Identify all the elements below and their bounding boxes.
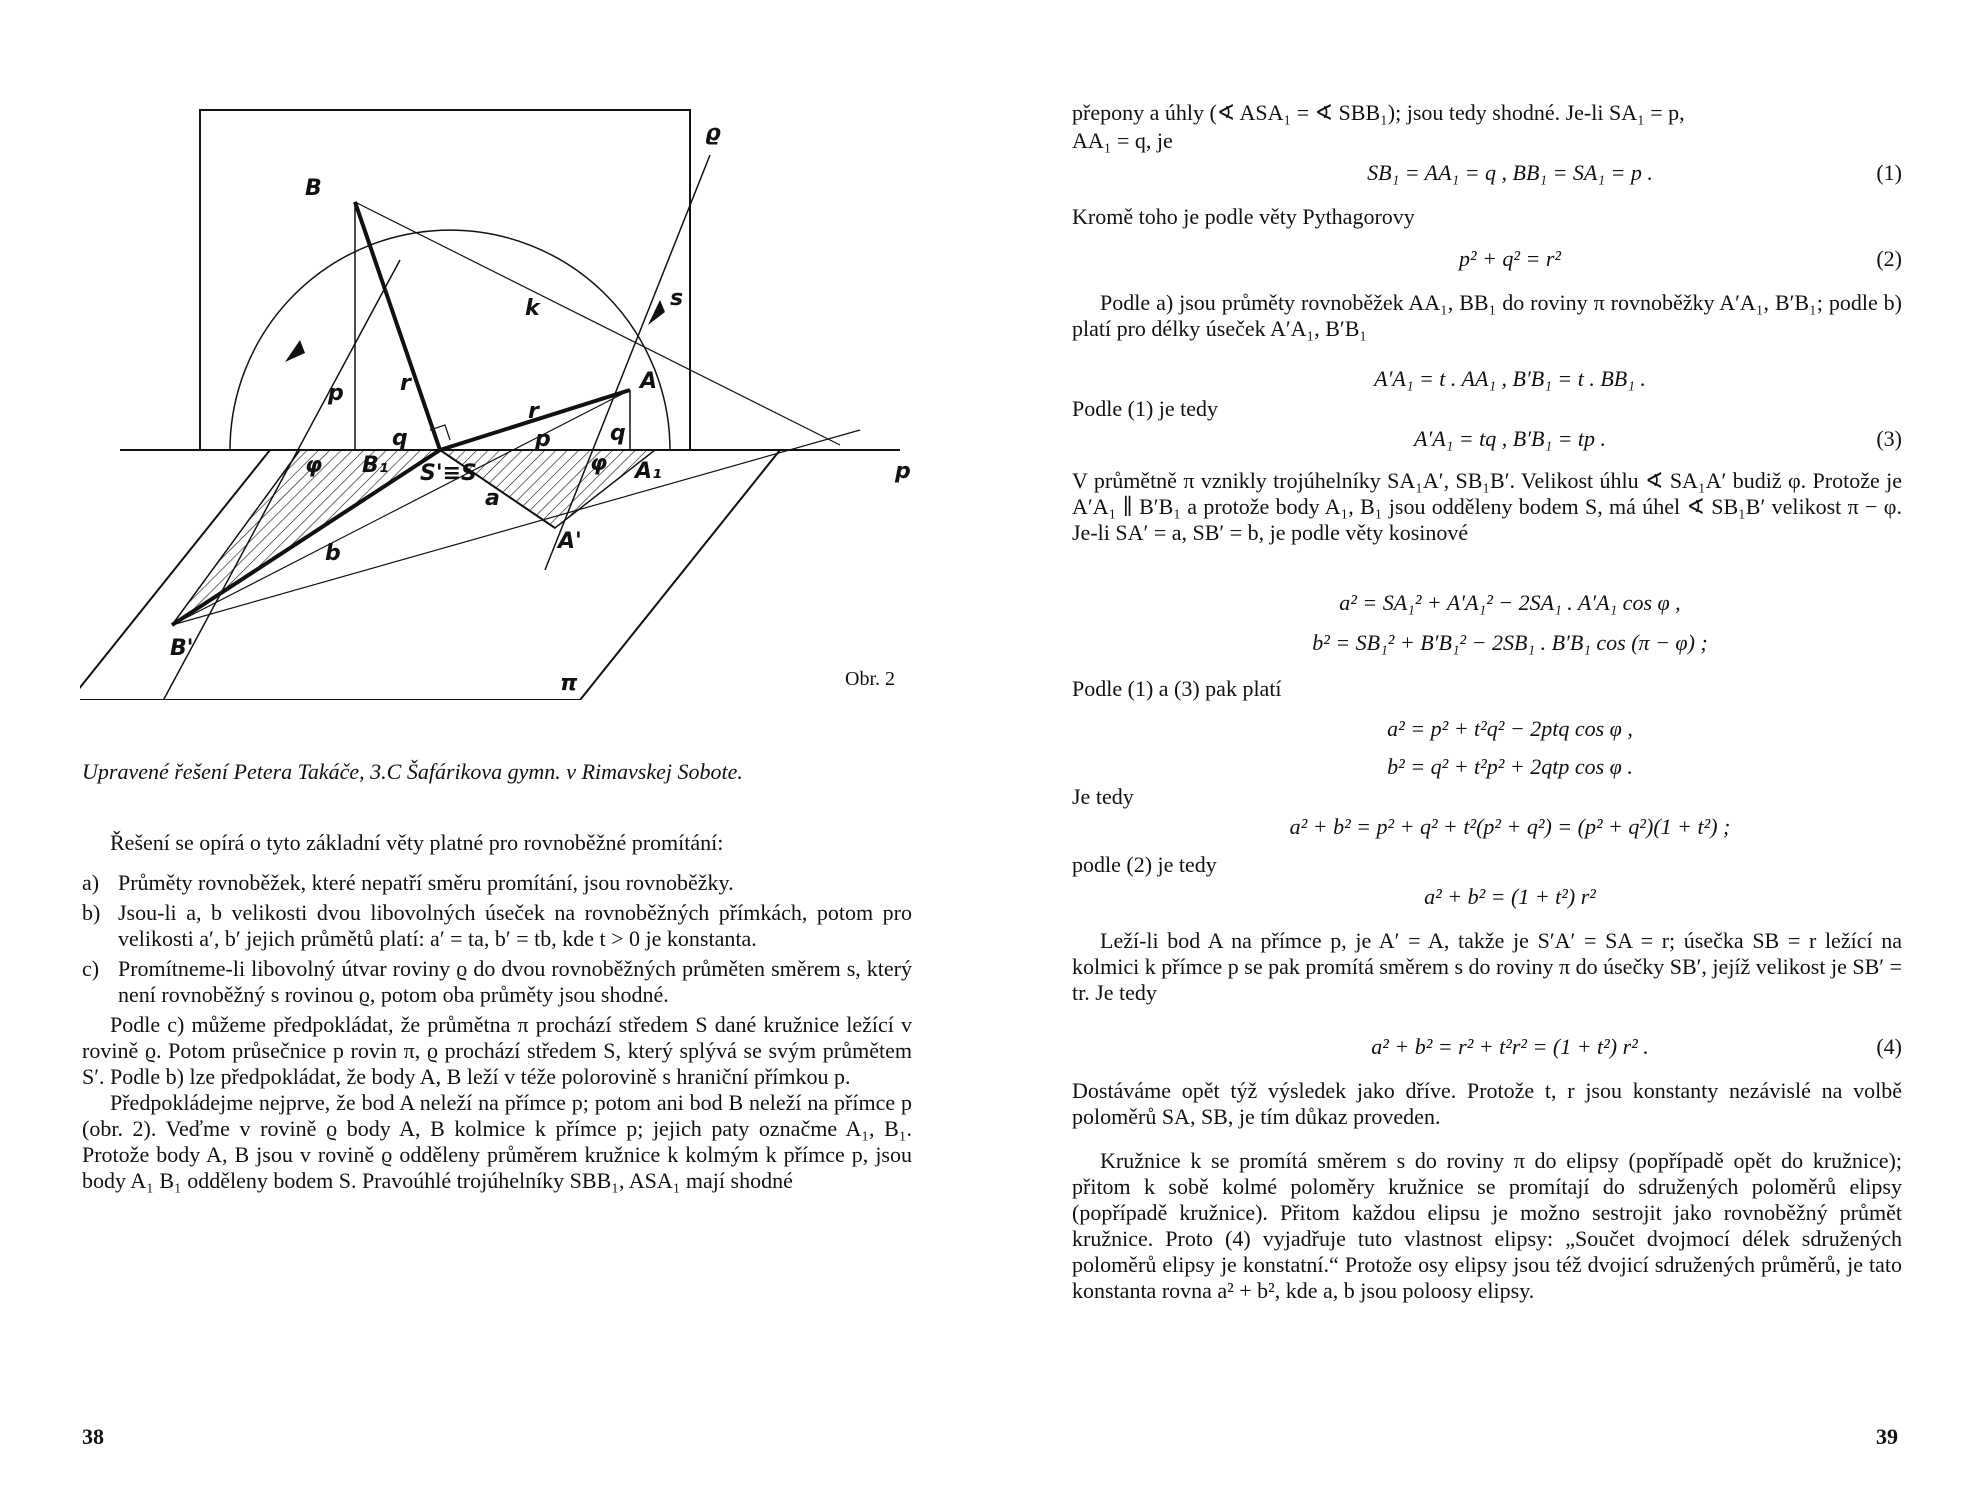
label-a: a [485,486,500,511]
page-number-left: 38 [82,1424,104,1449]
equation-a: a² = p² + t²q² − 2ptq cos φ , [1387,716,1633,741]
label-q-lower: q [392,426,408,451]
label-s: s [670,286,684,311]
equation-b: b² = q² + t²p² + 2qtp cos φ . [1387,754,1633,779]
text-line: Kromě toho je podle věty Pythagorovy [1072,204,1415,229]
label-B1: B₁ [362,453,389,478]
label-p-upper: p [328,381,344,406]
label-p-line: p [895,459,911,484]
radius-sb [355,202,440,450]
equation-number: (4) [1876,1034,1902,1059]
equation-cos2: b² = SB₁² + B′B₁² − 2SB₁ . B′B₁ cos (π − φ) ; [1312,630,1708,655]
label-phi1: φ [305,453,323,478]
paragraph: Leží-li bod A na přímce p, je A′ = A, takže je S′A′ = SA = r; úsečka SB = r ležící na kolmici k přímce p se pak promítá směrem s do roviny π do úsečky SB′, jejíž velikost je SB′ = tr. Je tedy [1072,928,1902,1005]
label-B: B [305,176,322,201]
solution-credit: Upravené řešení Petera Takáče, 3.C Šafárikova gymn. v Rimavskej Sobote. [82,759,743,784]
text-line: Je tedy [1072,784,1134,809]
equation-sum2: a² + b² = (1 + t²) r² [1424,884,1596,909]
paragraph: Podle a) jsou průměty rovnoběžek AA₁, BB₁ do roviny π rovnoběžky A′A₁, B′B₁; podle b) platí pro délky úseček A′A₁, B′B₁ [1072,290,1902,341]
equation-1: SB₁ = AA₁ = q , BB₁ = SA₁ = p . [1367,160,1653,185]
paragraph: Dostáváme opět týž výsledek jako dříve. Protože t, r jsou konstanty nezávislé na volbě poloměrů SA, SB, je tím důkaz proveden. [1072,1078,1902,1129]
equation-number: (3) [1876,426,1902,451]
equation-3: A′A₁ = tq , B′B₁ = tp . [1413,426,1607,451]
label-A: A [640,369,658,394]
equation-4: a² + b² = r² + t²r² = (1 + t²) r² . [1371,1034,1649,1059]
list-item: a) Průměty rovnoběžek, které nepatří směru promítání, jsou rovnoběžky. [82,870,734,895]
circle-k [230,230,670,450]
text-line: Podle (1) je tedy [1072,396,1219,421]
label-A-prime: A' [558,529,582,554]
equation-number: (2) [1876,246,1902,271]
equation-number: (1) [1876,160,1902,185]
label-SS: S'≡S [420,461,477,486]
theorem-list [82,870,912,1008]
left-body [82,830,912,1194]
paragraph: V průmětně π vznikly trojúhelníky SA₁A′, SB₁B′. Velikost úhlu ∢ SA₁A′ budiž φ. Protože je A′A₁ ∥ B′B₁ a protože body A₁, B₁ jsou odděleny bodem S, má úhel ∢ SB₁B′ velikost π − φ. Je-li SA′ = a, SB′ = b, je podle věty kosinové [1072,468,1902,545]
label-q-upper: q [610,421,626,446]
label-r1: r [400,371,411,396]
plane-pi [80,450,780,700]
paragraph: Podle c) můžeme předpokládat, že průmětna π prochází středem S dané kružnice ležící v rovině ϱ. Potom průsečnice p rovin π, ϱ prochází středem S, který splývá se svým průmětem S′. Podle b) lze předpokládat, že body A, B leží v téže polorovině s hraniční přímkou p. [82,1012,912,1089]
label-p-mid: p [535,427,551,452]
equation-sum: a² + b² = p² + q² + t²(p² + q²) = (p² + q²)(1 + t²) ; [1289,814,1731,839]
label-B-prime: B' [170,636,194,661]
list-item: b) Jsou-li a, b velikosti dvou libovolných úseček na rovnoběžných přímkách, potom pro velikosti a′, b′ jejich průmětů platí: a′ = ta, b′ = tb, kde t > 0 je konstanta. [82,900,912,951]
equation-cos1: a² = SA₁² + A′A₁² − 2SA₁ . A′A₁ cos φ , [1339,590,1681,615]
equation-t: A′A₁ = t . AA₁ , B′B₁ = t . BB₁ . [1374,366,1646,391]
label-A1: A₁ [635,459,662,484]
label-pi: π [560,671,578,696]
text-line: Podle (1) a (3) pak platí [1072,676,1282,701]
label-phi2: φ [590,451,608,476]
label-b: b [325,541,341,566]
list-item: c) Promítneme-li libovolný útvar roviny ϱ do dvou rovnoběžných průměten směrem s, který není rovnoběžný s rovinou ϱ, potom oba průměty jsou shodné. [82,956,912,1007]
text-line: AA₁ = q, je [1072,128,1173,153]
text-line: podle (2) je tedy [1072,852,1217,877]
paragraph: Kružnice k se promítá směrem s do roviny π do elipsy (popřípadě opět do kružnice); přitom k sobě kolmé poloměry kružnice se promítají do sdružených poloměrů elipsy (popřípadě kružnice). Přitom každou elipsu je možno sestrojit jako rovnoběžný průmět kružnice. Proto (4) vyjadřuje tuto vlastnost elipsy: „Součet dvojmocí délek sdružených poloměrů elipsy je konstatní.“ Protože osy elipsy jsou též dvojicí sdružených průměrů, je tato konstanta rovna a² + b², kde a, b jsou poloosy elipsy. [1072,1148,1902,1303]
label-r2: r [528,399,539,424]
plane-rho [200,110,690,450]
label-rho: ϱ [705,121,721,146]
geometry-figure [80,100,940,700]
paragraph: Předpokládejme nejprve, že bod A neleží na přímce p; potom ani bod B neleží na přímce p (obr. 2). Veďme v rovině ϱ body A, B kolmice k přímce p; jejich paty označme A₁, B₁. Protože body A, B jsou v rovině ϱ odděleny průměrem kružnice k kolmým k přímce p, jsou body A₁ B₁ odděleny bodem S. Pravoúhlé trojúhelníky SBB₁, ASA₁ mají shodné [82,1090,912,1193]
label-k: k [525,296,540,321]
page-number-right: 39 [1876,1424,1898,1449]
equation-2: p² + q² = r² [1458,246,1562,271]
text-line: přepony a úhly (∢ ASA₁ = ∢ SBB₁); jsou tedy shodné. Je-li SA₁ = p, [1072,100,1685,125]
intro-paragraph: Řešení se opírá o tyto základní věty platné pro rovnoběžné promítání: [110,830,724,855]
figure-caption: Obr. 2 [845,668,895,690]
